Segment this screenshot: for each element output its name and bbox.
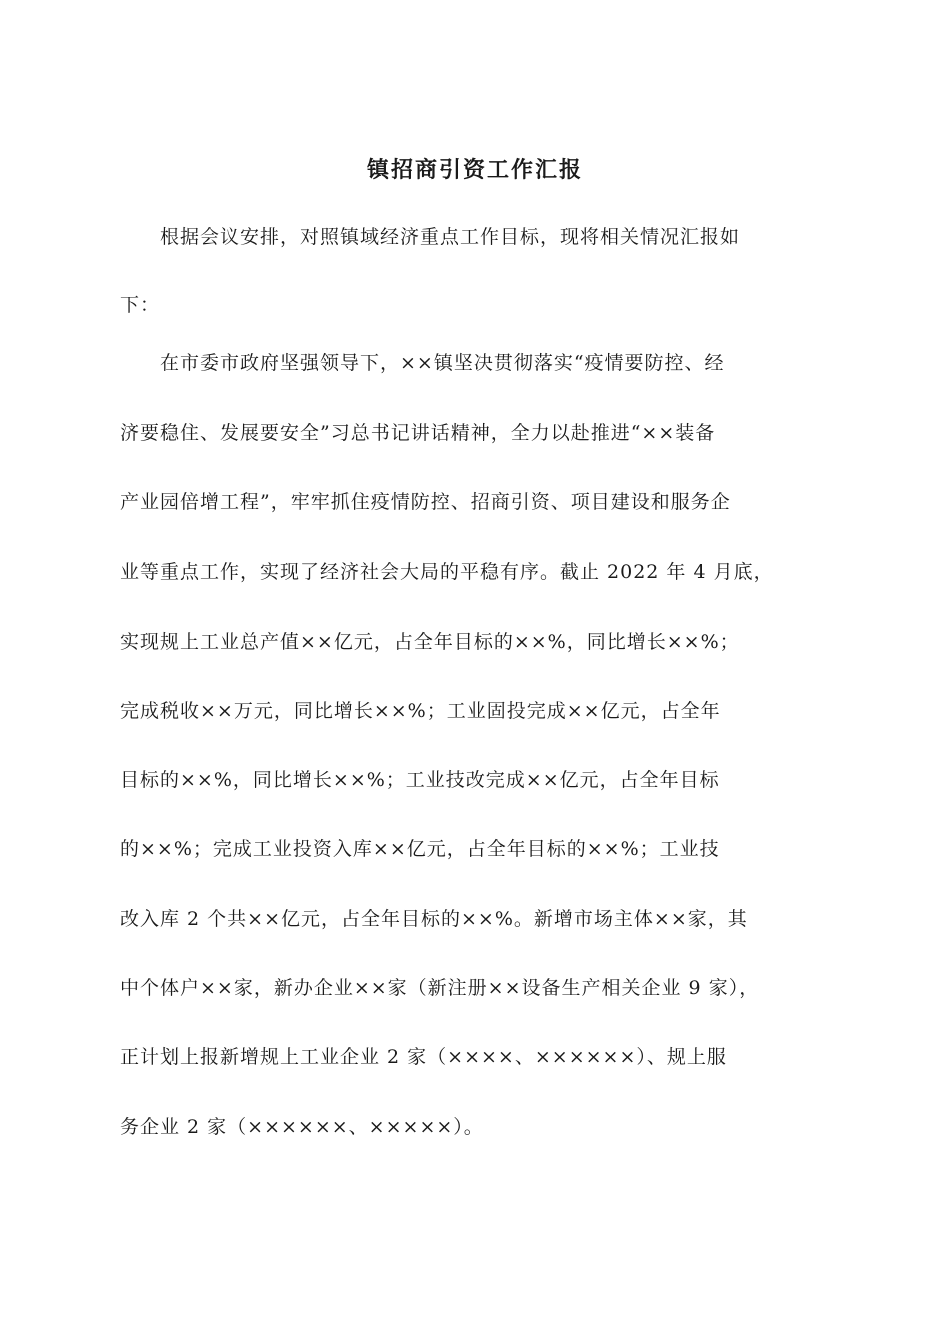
paragraph-line: 正计划上报新增规上工业企业 2 家（××××、××××××）、规上服 (120, 1046, 727, 1068)
paragraph-line: 的××%；完成工业投资入库××亿元，占全年目标的××%；工业技 (120, 838, 720, 860)
document-title: 镇招商引资工作汇报 (366, 157, 583, 183)
paragraph-line: 业等重点工作，实现了经济社会大局的平稳有序。截止 2022 年 4 月底， (120, 561, 774, 583)
paragraph-line: 务企业 2 家（××××××、×××××）。 (120, 1116, 484, 1138)
paragraph-line: 改入库 2 个共××亿元，占全年目标的××%。新增市场主体××家，其 (120, 908, 748, 930)
paragraph-line: 产业园倍增工程”，牢牢抓住疫情防控、招商引资、项目建设和服务企 (120, 491, 731, 513)
paragraph-line: 在市委市政府坚强领导下，××镇坚决贯彻落实“疫情要防控、经 (120, 352, 725, 374)
paragraph-line: 实现规上工业总产值××亿元，占全年目标的××%，同比增长××%； (120, 631, 740, 653)
paragraph-line: 根据会议安排，对照镇域经济重点工作目标，现将相关情况汇报如 (120, 226, 741, 248)
paragraph-line: 目标的××%，同比增长××%；工业技改完成××亿元，占全年目标 (120, 769, 720, 791)
paragraph-line: 中个体户××家，新办企业××家（新注册××设备生产相关企业 9 家）， (120, 977, 760, 999)
paragraph-line: 下： (120, 294, 161, 316)
paragraph-line: 完成税收××万元，同比增长××%；工业固投完成××亿元，占全年 (120, 700, 721, 722)
paragraph-line: 济要稳住、发展要安全”习总书记讲话精神，全力以赴推进“××装备 (120, 422, 716, 444)
